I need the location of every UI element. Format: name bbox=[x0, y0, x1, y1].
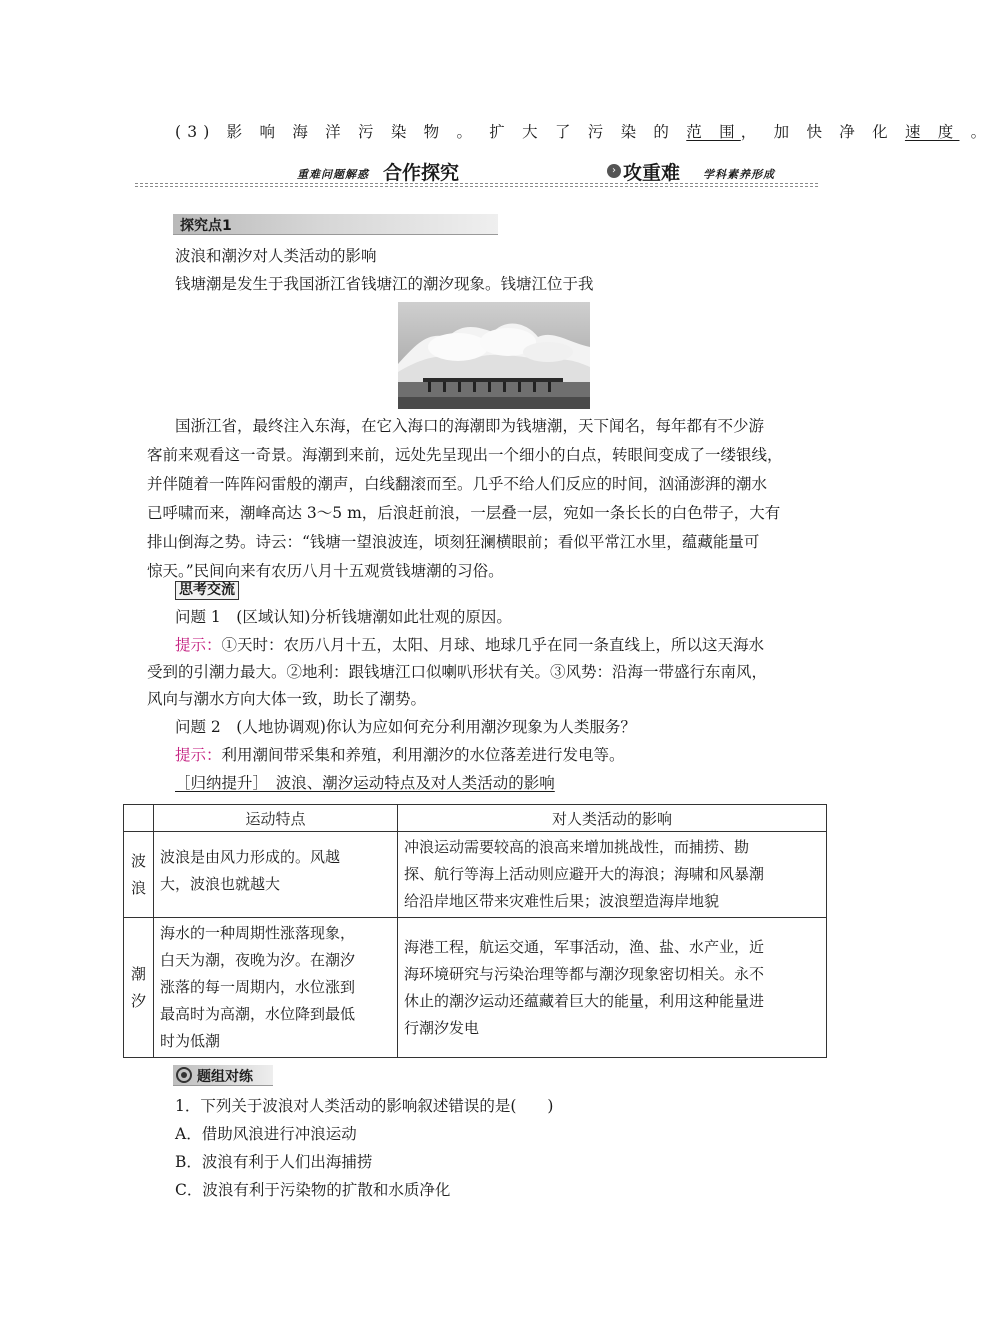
option-b[interactable]: B．波浪有利于人们出海捕捞 bbox=[175, 1153, 373, 1171]
section-banner bbox=[135, 158, 818, 188]
divider bbox=[135, 183, 818, 184]
answer-blank-range: 范 围 bbox=[686, 123, 741, 141]
feature-cell: 波浪是由风力形成的。风越 大，波浪也就越大 bbox=[154, 832, 398, 918]
exercise-question: 1．下列关于波浪对人类活动的影响叙述错误的是( ) bbox=[175, 1097, 554, 1115]
hint-1-line-3: 风向与潮水方向大体一致，助长了潮势。 bbox=[147, 690, 427, 708]
arrow-icon: › bbox=[607, 164, 621, 178]
feature-cell: 海水的一种周期性涨落现象， 白天为潮，夜晚为汐。在潮汐 涨落的每一周期内，水位涨到 最高时为高潮，水位降到最低 时为低潮 bbox=[154, 918, 398, 1058]
table-row bbox=[124, 918, 827, 1058]
tidal-bore-photo bbox=[398, 302, 590, 409]
exercise-tag: 题组对练 bbox=[173, 1065, 273, 1086]
hint-2: 提示：利用潮间带采集和养殖，利用潮汐的水位落差进行发电等。 bbox=[175, 746, 625, 764]
inquiry-tag: 探究点1 bbox=[173, 214, 498, 235]
question-2: 问题 2 (人地协调观)你认为应如何充分利用潮汐现象为人类服务？ bbox=[175, 718, 636, 736]
table-header bbox=[124, 805, 154, 832]
banner-title-a: 合作探究 bbox=[383, 162, 460, 184]
row-label: 波 浪 bbox=[124, 832, 154, 918]
impact-cell: 冲浪运动需要较高的浪高来增加挑战性，而捕捞、勘 探、航行等海上活动则应避开大的海浪；海啸和风暴潮 给沿岸地区带来灾难性后果；波浪塑造海岸地貌 bbox=[398, 832, 827, 918]
impact-cell: 海港工程，航运交通，军事活动，渔、盐、水产业，近 海环境研究与污染治理等都与潮汐现象密切相关。永不 休止的潮汐运动还蕴藏着巨大的能量，利用这种能量进 行潮汐发电 bbox=[398, 918, 827, 1058]
hint-1-line-2: 受到的引潮力最大。②地利：跟钱塘江口似喇叭形状有关。③风势：沿海一带盛行东南风， bbox=[147, 663, 768, 681]
article-paragraph: 国浙江省，最终注入东海，在它入海口的海潮即为钱塘潮，天下闻名，每年都有不少游 客前来观看这一奇景。海潮到来前，远处先呈现出一个细小的白点，转眼间变成了一缕银线， 并伴随着一阵阵闷雷般的潮声，白线翻滚而至。几乎不给人们反应的时间，汹涌澎湃的潮水 已呼啸而来，潮峰高达 3～5 m，后浪赶前浪，一层叠一层，宛如一条长长的白色带子，大有 排山倒海之势。诗云：“钱塘一望浪波连，顷刻狂澜横眼前；看似平常江水里，蕴藏能量可 惊天。”民间向来有农历八月十五观赏钱塘潮的习俗。 bbox=[147, 417, 783, 580]
row-label: 潮 汐 bbox=[124, 918, 154, 1058]
banner-right-text: 学科素养形成 bbox=[703, 168, 775, 181]
think-tag: 思考交流 bbox=[175, 581, 239, 600]
hint-label: 提示： bbox=[175, 746, 222, 764]
table-row bbox=[124, 832, 827, 918]
summary-heading: ［归纳提升］ 波浪、潮汐运动特点及对人类活动的影响 bbox=[175, 774, 555, 792]
table-header: 对人类活动的影响 bbox=[398, 805, 827, 832]
banner-title-b: 攻重难 bbox=[623, 162, 681, 184]
divider bbox=[135, 186, 818, 187]
question-1: 问题 1 (区域认知)分析钱塘潮如此壮观的原因。 bbox=[175, 608, 512, 626]
hint-label: 提示： bbox=[175, 636, 222, 654]
hint-1: 提示：①天时：农历八月十五，太阳、月球、地球几乎在同一条直线上，所以这天海水 bbox=[175, 636, 765, 654]
section-title: 波浪和潮汐对人类活动的影响 bbox=[175, 247, 377, 265]
target-icon bbox=[176, 1067, 192, 1083]
option-c[interactable]: C．波浪有利于污染物的扩散和水质净化 bbox=[175, 1181, 451, 1199]
intro-line: 钱塘潮是发生于我国浙江省钱塘江的潮汐现象。钱塘江位于我 bbox=[175, 275, 594, 293]
answer-blank-speed: 速 度 bbox=[904, 123, 960, 141]
table-header-row bbox=[124, 805, 827, 832]
banner-left-text: 重难问题解惑 bbox=[297, 168, 369, 181]
table-header: 运动特点 bbox=[154, 805, 398, 832]
option-a[interactable]: A．借助风浪进行冲浪运动 bbox=[175, 1125, 357, 1143]
top-line: (3) 影 响 海 洋 污 染 物 。 扩 大 了 污 染 的 范 围， 加 快 净 化 速 度 。 bbox=[175, 123, 992, 141]
comparison-table bbox=[123, 804, 827, 1058]
